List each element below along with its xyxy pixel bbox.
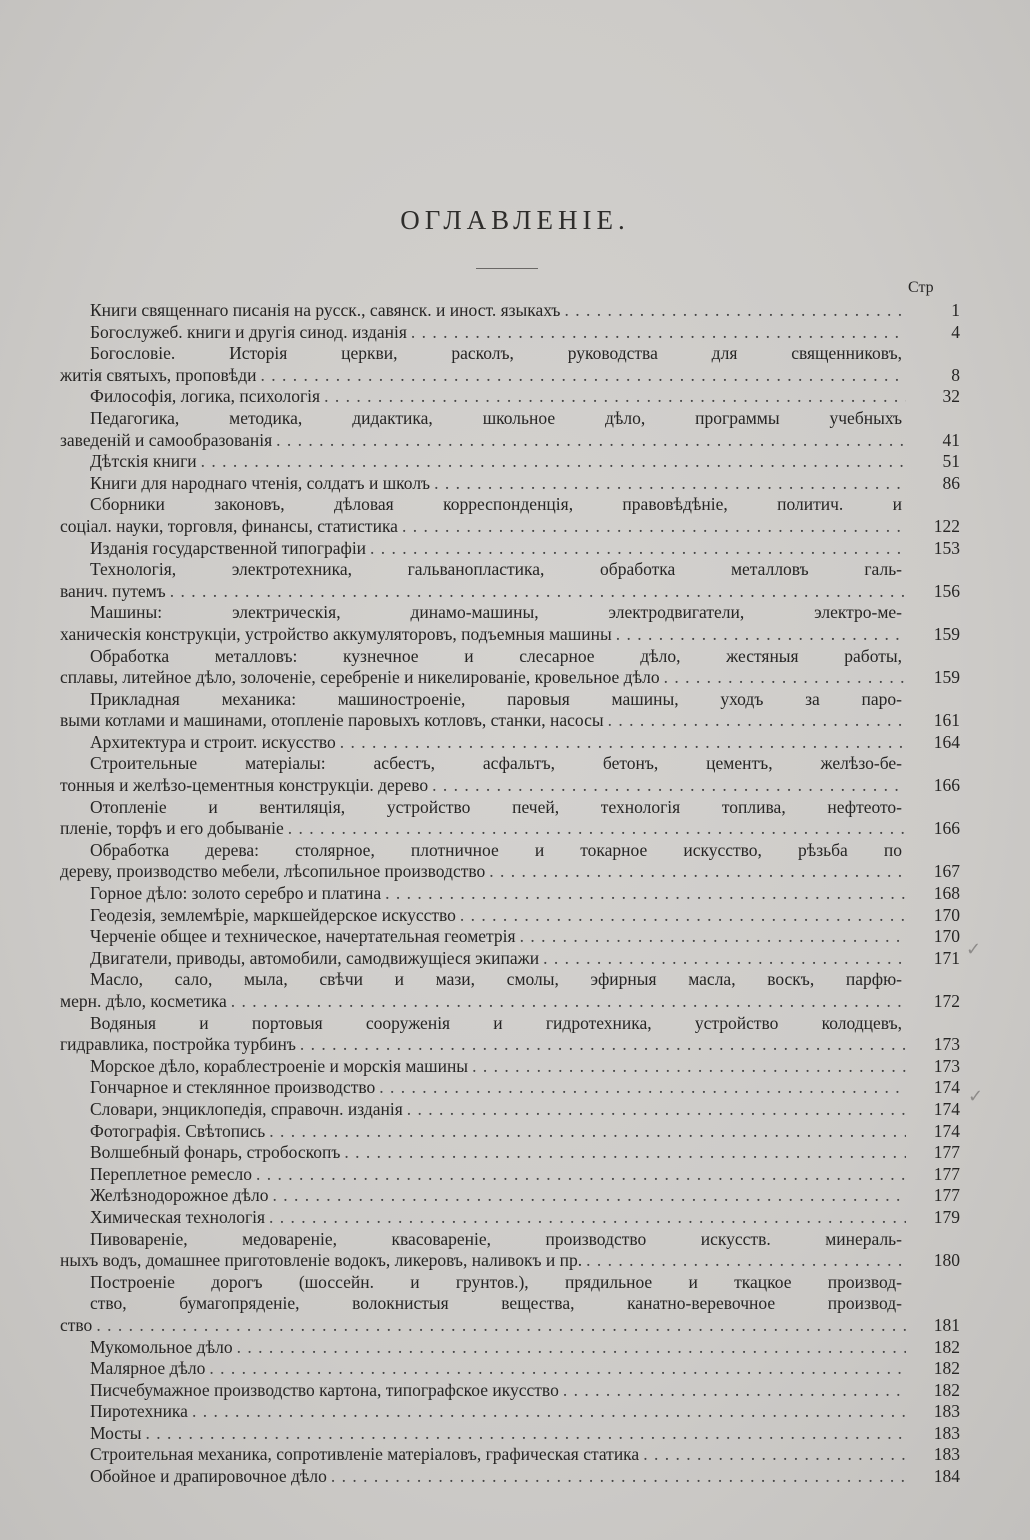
toc-page-number: 174 — [933, 1098, 960, 1119]
toc-entry-text: Переплетное ремесло — [90, 1163, 252, 1184]
toc-page-number: 174 — [933, 1120, 960, 1141]
toc-entry-text: Дѣтскія книги — [90, 451, 197, 472]
toc-entry-text: ванич. путемъ — [60, 580, 166, 601]
toc-entry — [60, 1272, 960, 1337]
toc-entry-last-line — [60, 926, 960, 948]
pencil-check-mark-icon: ✓ — [968, 1086, 984, 1107]
dot-leader — [608, 710, 906, 732]
dot-leader — [664, 667, 906, 689]
toc-page-number: 172 — [933, 991, 960, 1011]
toc-entry-line: Машины: электрическія, динамо-машины, электродвигатели, электро-ме- — [90, 602, 902, 623]
toc-entry — [60, 1401, 960, 1423]
toc-page-number: 170 — [933, 926, 960, 947]
toc-entry — [60, 1185, 960, 1207]
toc-entry-text: ныхъ водъ, домашнее приготовленіе водокъ, ликеровъ, наливокъ и пр. — [60, 1250, 583, 1271]
toc-page-number: 180 — [933, 1250, 960, 1271]
toc-entry-line: Отопленіе и вентиляція, устройство печей, технологія топлива, нефтеото- — [90, 796, 902, 817]
dot-leader — [520, 926, 906, 948]
toc-page-number: 182 — [933, 1336, 960, 1357]
dot-leader — [324, 386, 906, 408]
dot-leader — [370, 538, 906, 560]
toc-entry-last-line — [60, 1034, 960, 1056]
toc-entry-last-line — [60, 1164, 960, 1186]
toc-entry-text: Горное дѣло: золото серебро и платина — [90, 883, 382, 904]
dot-leader — [269, 1207, 906, 1229]
toc-entry-line: Водяныя и портовыя сооруженія и гидротехника, устройство колодцевъ, — [90, 1012, 902, 1033]
toc-entry-text: Писчебумажное производство картона, типографское икусство — [90, 1379, 559, 1400]
toc-entry-last-line — [60, 1056, 960, 1078]
toc-page-number: 168 — [933, 883, 960, 904]
toc-entry — [60, 322, 960, 344]
dot-leader — [586, 1250, 906, 1272]
toc-page-number: 41 — [942, 429, 960, 450]
dot-leader — [209, 1358, 906, 1380]
toc-entry — [60, 948, 960, 970]
toc-entry-text: ство — [60, 1314, 93, 1335]
toc-entry — [60, 1099, 960, 1121]
toc-entry — [60, 386, 960, 408]
toc-entry-text: Архитектура и строит. искусство — [90, 731, 336, 752]
toc-page-number: 51 — [942, 451, 960, 472]
toc-entry-last-line — [60, 1401, 960, 1423]
toc-entry — [60, 538, 960, 560]
toc-entry-line: Прикладная механика: машиностроеніе, паровыя машины, уходъ за паро- — [90, 688, 902, 709]
toc-entry-text: Волшебный фонарь, стробоскопъ — [90, 1142, 341, 1163]
toc-page-number: 153 — [933, 537, 960, 558]
toc-entry — [60, 494, 960, 537]
toc-page-number: 8 — [951, 364, 960, 385]
toc-entry-last-line — [60, 516, 960, 538]
toc-entry-text: житія святыхъ, проповѣди — [60, 364, 257, 385]
toc-entry-last-line — [60, 1380, 960, 1402]
toc-entry-line: Строительные матеріалы: асбестъ, асфальтъ, бетонъ, цементъ, желѣзо-бе- — [90, 753, 902, 774]
dot-leader — [434, 473, 906, 495]
toc-page-number: 159 — [933, 623, 960, 644]
toc-entry-text: Пиротехника — [90, 1401, 188, 1422]
toc-entry-last-line — [60, 1444, 960, 1466]
toc-entry-text: Желѣзнодорожное дѣло — [90, 1185, 269, 1206]
toc-entry-text: гидравлика, постройка турбинъ — [60, 1034, 296, 1055]
toc-entry-line: Педагогика, методика, дидактика, школьное дѣло, программы учебныхъ — [90, 407, 902, 428]
dot-leader — [432, 775, 906, 797]
toc-page-number: 182 — [933, 1379, 960, 1400]
toc-entry-last-line — [60, 1423, 960, 1445]
toc-page-number: 161 — [933, 710, 960, 731]
toc-entry-text: заведеній и самообразованія — [60, 429, 273, 450]
toc-page-number: 177 — [933, 1185, 960, 1206]
dot-leader — [402, 516, 906, 538]
toc-entry — [60, 797, 960, 840]
toc-page-number: 173 — [933, 1055, 960, 1076]
toc-entry-last-line — [60, 1099, 960, 1121]
dot-leader — [489, 861, 906, 883]
dot-leader — [192, 1401, 906, 1423]
toc-entry-last-line — [60, 581, 960, 603]
toc-page-number: 1 — [951, 300, 960, 320]
toc-page-number: 170 — [933, 904, 960, 925]
toc-entry-last-line — [60, 473, 960, 495]
toc-entry-text: Словари, энциклопедія, справочн. изданія — [90, 1098, 403, 1119]
toc-entry-text: пленіе, торфъ и его добываніе — [60, 818, 284, 839]
toc-page-number: 183 — [933, 1422, 960, 1443]
toc-entry-last-line — [60, 538, 960, 560]
toc-entry — [60, 1337, 960, 1359]
dot-leader — [276, 430, 906, 452]
toc-entry-last-line — [60, 1077, 960, 1099]
toc-entry-text: Мосты — [90, 1422, 142, 1443]
dot-leader — [145, 1423, 906, 1445]
toc-entry-line: Пивовареніе, медовареніе, квасовареніе, производство искусств. минераль- — [90, 1228, 902, 1249]
dot-leader — [411, 322, 906, 344]
toc-entry-last-line — [60, 430, 960, 452]
toc-entry-last-line — [60, 1121, 960, 1143]
dot-leader — [261, 365, 906, 387]
toc-entry-last-line — [60, 451, 960, 473]
dot-leader — [379, 1077, 906, 1099]
toc-entry — [60, 1358, 960, 1380]
toc-entry-last-line — [60, 883, 960, 905]
toc-entry-last-line — [60, 386, 960, 408]
toc-entry — [60, 1466, 960, 1488]
toc-page-number: 177 — [933, 1142, 960, 1163]
dot-leader — [300, 1034, 906, 1056]
toc-entry-last-line — [60, 948, 960, 970]
toc-entry-last-line — [60, 667, 960, 689]
toc-entry — [60, 732, 960, 754]
dot-leader — [472, 1056, 906, 1078]
toc-entry-last-line — [60, 775, 960, 797]
dot-leader — [616, 624, 906, 646]
toc-entry-last-line — [60, 732, 960, 754]
toc-entry — [60, 883, 960, 905]
toc-entry-last-line — [60, 624, 960, 646]
toc-entry-text: Изданія государственной типографіи — [90, 537, 367, 558]
dot-leader — [340, 732, 906, 754]
dot-leader — [273, 1185, 907, 1207]
toc-entry — [60, 753, 960, 796]
dot-leader — [288, 818, 906, 840]
toc-entry — [60, 646, 960, 689]
toc-entry-last-line — [60, 300, 960, 322]
toc-entry — [60, 559, 960, 602]
toc-entry-text: тонныя и желѣзо-цементныя конструкціи. дерево — [60, 775, 429, 796]
toc-entry — [60, 1423, 960, 1445]
toc-entry-last-line — [60, 1250, 960, 1272]
dot-leader — [385, 883, 906, 905]
toc-page-number: 166 — [933, 775, 960, 796]
toc-entry — [60, 840, 960, 883]
toc-entry — [60, 1077, 960, 1099]
toc-entry-text: мерн. дѣло, косметика — [60, 991, 227, 1011]
toc-entry — [60, 408, 960, 451]
toc-entry-last-line — [60, 1185, 960, 1207]
dot-leader — [563, 1380, 906, 1402]
dot-leader — [256, 1164, 906, 1186]
dot-leader — [96, 1315, 906, 1337]
toc-entry-text: Гончарное и стеклянное производство — [90, 1077, 376, 1098]
toc-page-number: 181 — [933, 1314, 960, 1335]
toc-entry — [60, 1013, 960, 1056]
toc-entry-text: Черченіе общее и техническое, начертательная геометрія — [90, 926, 516, 947]
toc-entry — [60, 689, 960, 732]
dot-leader — [331, 1466, 906, 1488]
toc-page-number: 174 — [933, 1077, 960, 1098]
toc-entry-last-line — [60, 1358, 960, 1380]
toc-entry-text: Геодезія, землемѣріе, маркшейдерское искусство — [90, 904, 456, 925]
dot-leader — [201, 451, 906, 473]
toc-page-number: 156 — [933, 580, 960, 601]
toc-entry — [60, 969, 960, 1012]
dot-leader — [237, 1337, 906, 1359]
toc-page-number: 4 — [951, 321, 960, 342]
toc-page-number: 184 — [933, 1466, 960, 1487]
pencil-check-mark-icon: ✓ — [966, 939, 982, 960]
toc-entry-text: Книги для народнаго чтенія, солдатъ и школъ — [90, 472, 431, 493]
toc-entry-line: Масло, сало, мыла, свѣчи и мази, смолы, эфирныя масла, воскъ, парфю- — [90, 969, 902, 990]
toc-entry-text: Обойное и драпировочное дѣло — [90, 1466, 327, 1487]
toc-entry-last-line — [60, 1207, 960, 1229]
toc-entry-last-line — [60, 818, 960, 840]
dot-leader — [643, 1444, 906, 1466]
dot-leader — [231, 991, 906, 1013]
toc-page-number: 183 — [933, 1401, 960, 1422]
toc-page-number: 86 — [942, 472, 960, 493]
toc-entry — [60, 1444, 960, 1466]
toc-page-number: 32 — [942, 386, 960, 407]
toc-entry — [60, 1056, 960, 1078]
toc-entry — [60, 1164, 960, 1186]
dot-leader — [407, 1099, 906, 1121]
page-title: ОГЛАВЛЕНІЕ. — [400, 205, 630, 235]
table-of-contents — [60, 300, 960, 1488]
dot-leader — [269, 1121, 906, 1143]
toc-entry-last-line — [60, 1337, 960, 1359]
toc-page-number: 173 — [933, 1034, 960, 1055]
toc-entry-text: Богослужеб. книги и другія синод. изданія — [90, 321, 407, 342]
toc-entry-text: сплавы, литейное дѣло, золоченіе, серебреніе и никелированіе, кровельное дѣло — [60, 667, 660, 688]
toc-entry-last-line — [60, 365, 960, 387]
toc-entry — [60, 451, 960, 473]
dot-leader — [344, 1142, 906, 1164]
page-column-header: Стр — [908, 279, 934, 296]
toc-page-number: 164 — [933, 731, 960, 752]
dot-leader — [564, 300, 906, 322]
toc-entry — [60, 1142, 960, 1164]
toc-entry-last-line — [60, 1142, 960, 1164]
toc-page-number: 171 — [933, 947, 960, 968]
toc-entry-line: Богословіе. Исторія церкви, расколъ, руководства для священниковъ, — [90, 343, 902, 364]
toc-page-number: 177 — [933, 1163, 960, 1184]
toc-entry — [60, 905, 960, 927]
toc-entry-text: Мукомольное дѣло — [90, 1336, 233, 1357]
toc-entry — [60, 473, 960, 495]
toc-entry-text: Малярное дѣло — [90, 1358, 206, 1379]
toc-entry — [60, 343, 960, 386]
toc-entry-line: Обработка дерева: столярное, плотничное и токарное искусство, рѣзьба по — [90, 839, 902, 860]
toc-entry-last-line — [60, 991, 960, 1013]
toc-entry-text: Фотографія. Свѣтопись — [90, 1120, 266, 1141]
toc-page-number: 179 — [933, 1206, 960, 1227]
toc-entry-text: Морское дѣло, кораблестроеніе и морскія машины — [90, 1055, 469, 1076]
toc-page-number: 182 — [933, 1358, 960, 1379]
toc-page-number: 183 — [933, 1444, 960, 1465]
toc-page-number: 166 — [933, 818, 960, 839]
toc-entry-last-line — [60, 861, 960, 883]
toc-entry — [60, 300, 960, 322]
toc-entry-text: ханическія конструкціи, устройство аккумуляторовъ, подъемныя машины — [60, 623, 612, 644]
toc-entry-text: дереву, производство мебели, лѣсопильное производство — [60, 861, 486, 882]
dot-leader — [543, 948, 906, 970]
toc-entry-last-line — [60, 1466, 960, 1488]
toc-entry-text: Химическая технологія — [90, 1206, 266, 1227]
toc-entry-text: Книги священнаго писанія на русск., савянск. и иност. языкахъ — [90, 300, 561, 320]
toc-entry-line: Технологія, электротехника, гальванопластика, обработка металловъ галь- — [90, 559, 902, 580]
toc-entry-line: Построеніе дорогъ (шоссейн. и грунтов.), прядильное и ткацкое производ- — [90, 1271, 902, 1292]
toc-entry-line: Обработка металловъ: кузнечное и слесарное дѣло, жестяныя работы, — [90, 645, 902, 666]
toc-entry-last-line — [60, 1315, 960, 1337]
toc-entry-text: Философія, логика, психологія — [90, 386, 321, 407]
toc-entry — [60, 1207, 960, 1229]
toc-entry-text: выми котлами и машинами, отопленіе паровыхъ котловъ, станки, насосы — [60, 710, 604, 731]
toc-entry-last-line — [60, 905, 960, 927]
toc-entry — [60, 1121, 960, 1143]
toc-entry — [60, 602, 960, 645]
toc-entry-last-line — [60, 322, 960, 344]
toc-entry-line: Сборники законовъ, дѣловая корреспонденція, правовѣдѣніе, политич. и — [90, 494, 902, 515]
toc-entry — [60, 926, 960, 948]
title-rule — [476, 268, 538, 269]
toc-entry — [60, 1380, 960, 1402]
toc-page-number: 122 — [933, 515, 960, 536]
dot-leader — [460, 905, 906, 927]
toc-entry-line: ство, бумагопряденіе, волокнистыя вещества, канатно-веревочное производ- — [90, 1293, 902, 1314]
toc-entry-text: соціал. науки, торговля, финансы, статистика — [60, 515, 398, 536]
toc-entry-text: Двигатели, приводы, автомобили, самодвижущіеся экипажи — [90, 947, 540, 968]
toc-page-number: 159 — [933, 667, 960, 688]
toc-entry — [60, 1229, 960, 1272]
dot-leader — [170, 581, 906, 603]
toc-page-number: 167 — [933, 861, 960, 882]
toc-entry-text: Строительная механика, сопротивленіе матеріаловъ, графическая статика — [90, 1444, 640, 1465]
toc-entry-last-line — [60, 710, 960, 732]
